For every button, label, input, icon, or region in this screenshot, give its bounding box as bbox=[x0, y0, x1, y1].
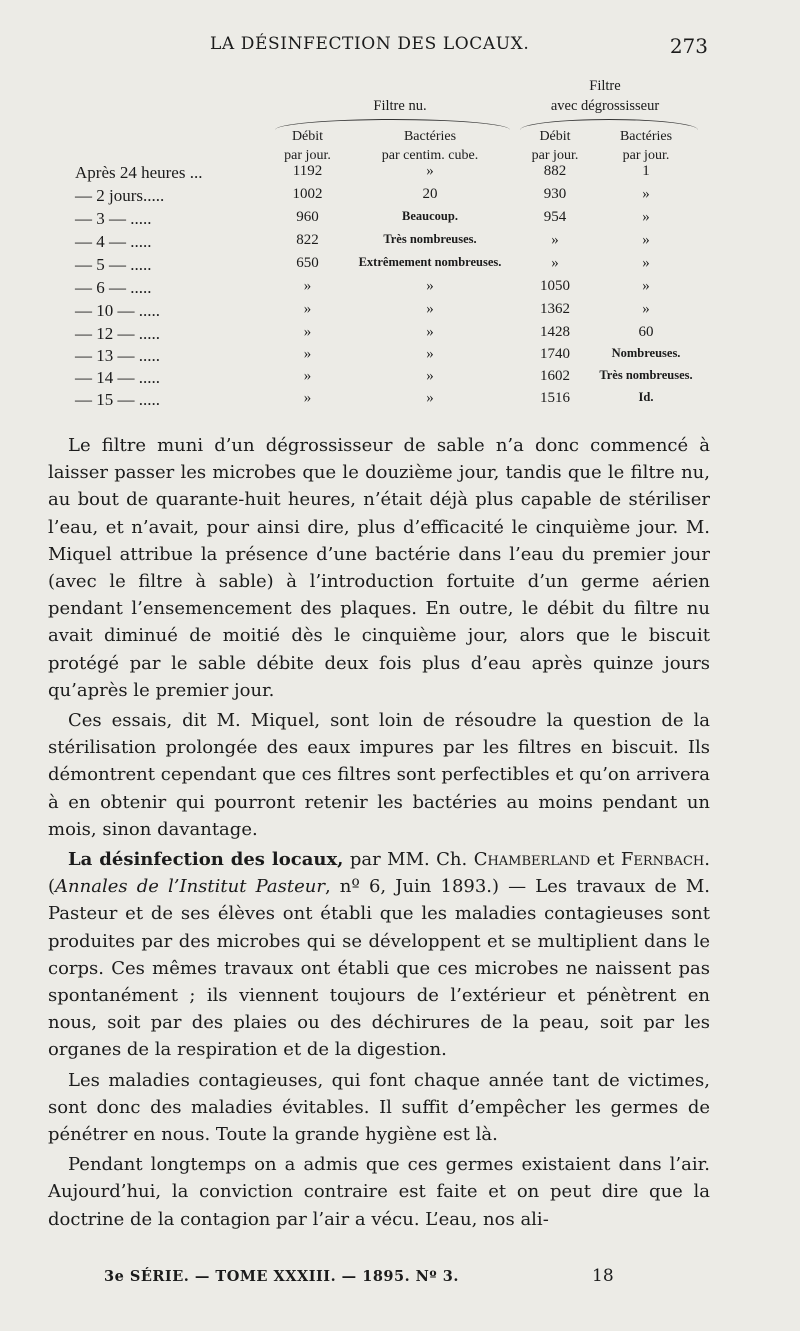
row-label: — 4 — ..... bbox=[75, 232, 152, 251]
cell-bacteries-degr: Id. bbox=[638, 390, 654, 404]
cell-debit-nu: 822 bbox=[296, 232, 319, 248]
column-header-debit-degr bbox=[515, 127, 595, 165]
cell-debit-nu: » bbox=[303, 324, 312, 340]
row-label: — 14 — ..... bbox=[75, 368, 160, 387]
cell-bacteries-nu: Très nombreuses. bbox=[383, 232, 477, 246]
cell-debit-degr: 954 bbox=[543, 209, 567, 225]
cell-debit-degr: 1050 bbox=[540, 278, 570, 294]
cell-bacteries-degr: » bbox=[642, 186, 650, 202]
signature-mark: 18 bbox=[592, 1266, 614, 1286]
cell-bacteries-nu: » bbox=[426, 278, 434, 294]
table-row bbox=[0, 390, 800, 412]
row-label: — 5 — ..... bbox=[75, 255, 152, 274]
cell-debit-degr: 1602 bbox=[540, 368, 570, 384]
group-header-filtre-degr-line2: avec dégrossisseur bbox=[550, 98, 660, 114]
cell-debit-degr: » bbox=[551, 255, 559, 271]
review-and: et bbox=[590, 849, 621, 871]
row-label: — 3 — ..... bbox=[75, 209, 152, 228]
filter-results-table bbox=[0, 0, 800, 420]
cell-bacteries-degr: » bbox=[642, 278, 650, 294]
author-chamberland: Chamberland bbox=[473, 849, 591, 871]
cell-bacteries-nu: » bbox=[426, 346, 434, 362]
table-row bbox=[0, 324, 800, 346]
cell-debit-degr: 1428 bbox=[540, 324, 570, 340]
column-header-line: par centim. cube. bbox=[381, 148, 479, 163]
table-row bbox=[0, 163, 800, 185]
cell-debit-degr: 1362 bbox=[540, 301, 570, 317]
cell-bacteries-degr: » bbox=[642, 209, 650, 225]
paragraph-maladies-evitables: Les maladies contagieuses, qui font chaque année tant de victimes, sont donc des maladies évitables. Il suffit d’empêcher les germes de pénétrer en nous. Toute la grande hygiène est là. bbox=[48, 1069, 710, 1146]
cell-bacteries-degr: Nombreuses. bbox=[611, 346, 681, 360]
cell-bacteries-degr: » bbox=[642, 301, 650, 317]
cell-bacteries-nu: » bbox=[426, 368, 434, 384]
group-header-filtre-nu: Filtre nu. bbox=[373, 98, 427, 114]
column-header-line: Débit bbox=[291, 129, 324, 144]
cell-debit-degr: 1740 bbox=[540, 346, 570, 362]
column-header-bacteries-degr bbox=[595, 127, 697, 165]
column-header-debit-nu bbox=[270, 127, 345, 165]
cell-bacteries-degr: 1 bbox=[642, 163, 650, 179]
cell-debit-nu: » bbox=[303, 390, 312, 406]
cell-debit-degr: 1516 bbox=[540, 390, 570, 406]
row-label: — 6 — ..... bbox=[75, 278, 152, 297]
cell-debit-nu: 650 bbox=[296, 255, 319, 271]
column-header-line: Débit bbox=[539, 129, 571, 144]
column-header-line: par jour. bbox=[284, 148, 331, 163]
cell-bacteries-degr: 60 bbox=[638, 324, 654, 340]
column-header-line: par jour. bbox=[622, 148, 670, 163]
author-fernbach: Fernbach bbox=[620, 849, 705, 871]
journal-title: Annales de l’Institut Pasteur bbox=[55, 876, 325, 898]
cell-debit-degr: » bbox=[551, 232, 559, 248]
table-row bbox=[0, 209, 800, 231]
table-row bbox=[0, 368, 800, 390]
cell-debit-nu: 1002 bbox=[292, 186, 323, 202]
cell-bacteries-nu: Beaucoup. bbox=[402, 209, 458, 223]
row-label: — 12 — ..... bbox=[75, 324, 160, 343]
footer-series-info: 3e SÉRIE. — TOME XXXIII. — 1895. Nº 3. bbox=[104, 1268, 459, 1285]
column-header-bacteries-nu bbox=[345, 127, 515, 165]
cell-bacteries-nu: Extrêmement nombreuses. bbox=[358, 255, 502, 269]
table-row bbox=[0, 278, 800, 300]
cell-debit-nu: » bbox=[303, 278, 312, 294]
cell-bacteries-nu: » bbox=[426, 163, 434, 179]
table-row bbox=[0, 301, 800, 323]
journal-reference: , nº 6, Juin 1893.) bbox=[324, 876, 500, 898]
review-title: La désinfection des locaux, bbox=[68, 849, 344, 871]
review-open: . ( bbox=[48, 849, 710, 898]
cell-bacteries-degr: » bbox=[642, 255, 650, 271]
running-title: LA DÉSINFECTION DES LOCAUX. bbox=[210, 34, 530, 54]
table-row bbox=[0, 346, 800, 368]
cell-debit-nu: » bbox=[303, 346, 312, 362]
row-label: — 2 jours..... bbox=[75, 186, 165, 205]
review-by: par MM. Ch. bbox=[343, 849, 474, 871]
cell-debit-degr: 930 bbox=[543, 186, 567, 202]
article-body bbox=[48, 432, 710, 1233]
cell-bacteries-nu: » bbox=[426, 324, 434, 340]
column-header-line: par jour. bbox=[531, 148, 579, 163]
page-number: 273 bbox=[669, 34, 708, 58]
cell-bacteries-nu: » bbox=[426, 390, 434, 406]
row-label: Après 24 heures ... bbox=[75, 163, 203, 182]
row-label: — 15 — ..... bbox=[75, 390, 160, 409]
row-label: — 13 — ..... bbox=[75, 346, 160, 365]
cell-debit-nu: 960 bbox=[296, 209, 319, 225]
table-row bbox=[0, 232, 800, 254]
cell-bacteries-degr: Très nombreuses. bbox=[599, 368, 693, 382]
cell-bacteries-degr: » bbox=[642, 232, 650, 248]
review-text: — Les travaux de M. Pasteur et de ses élèves ont établi que les maladies contagieuses sont produites par des microbes qui se développent et se multiplient dans le corps. Ces mêmes travaux ont établi que ces microbes ne naissent pas spontanément ; ils viennent toujours de l’extérieur et pénètrent en nous, soit par des plaies ou des déchirures de la peau, soit par les organes de la respiration et de la digestion. bbox=[48, 876, 710, 1061]
cell-debit-nu: 1192 bbox=[292, 163, 323, 179]
group-header-filtre-degr-line1: Filtre bbox=[589, 78, 621, 94]
paragraph-contagion-air: Pendant longtemps on a admis que ces germes existaient dans l’air. Aujourd’hui, la conviction contraire est faite et on peut dire que la doctrine de la contagion par l’air a vécu. L’eau, nos ali- bbox=[48, 1154, 710, 1230]
paragraph-desinfection-review bbox=[48, 846, 710, 1064]
paragraph-miquel-essais: Ces essais, dit M. Miquel, sont loin de résoudre la question de la stérilisation prolongée des eaux impures par les filtres en biscuit. Ils démontrent cependant que ces filtres sont perfectibles et qu’on arrivera à en obtenir qui pourront retenir les bactéries au moins pendant un mois, sinon davantage. bbox=[48, 710, 710, 840]
column-header-line: Bactéries bbox=[619, 129, 673, 144]
cell-debit-degr: 882 bbox=[543, 163, 567, 179]
paragraph-filter-conclusion: Le filtre muni d’un dégrossisseur de sable n’a donc commencé à laisser passer les microbes que le douzième jour, tandis que le filtre nu, au bout de quarante-huit heures, n’était déjà plus capable de stériliser l’eau, et n’avait, pour ainsi dire, plus d’efficacité le cinquième jour. M. Miquel attribue la présence d’une bactérie dans l’eau du premier jour (avec le filtre à sable) à l’introduction fortuite d’un germe aérien pendant l’ensemencement des plaques. En outre, le débit du filtre nu avait diminué de moitié dès le cinquième jour, alors que le biscuit protégé par le sable débite deux fois plus d’eau après quinze jours qu’après le premier jour. bbox=[48, 435, 710, 701]
table-row bbox=[0, 255, 800, 277]
cell-bacteries-nu: 20 bbox=[422, 186, 438, 202]
cell-debit-nu: » bbox=[303, 301, 312, 317]
cell-debit-nu: » bbox=[303, 368, 312, 384]
cell-bacteries-nu: » bbox=[426, 301, 434, 317]
table-row bbox=[0, 186, 800, 208]
row-label: — 10 — ..... bbox=[75, 301, 160, 320]
column-header-line: Bactéries bbox=[403, 129, 457, 144]
